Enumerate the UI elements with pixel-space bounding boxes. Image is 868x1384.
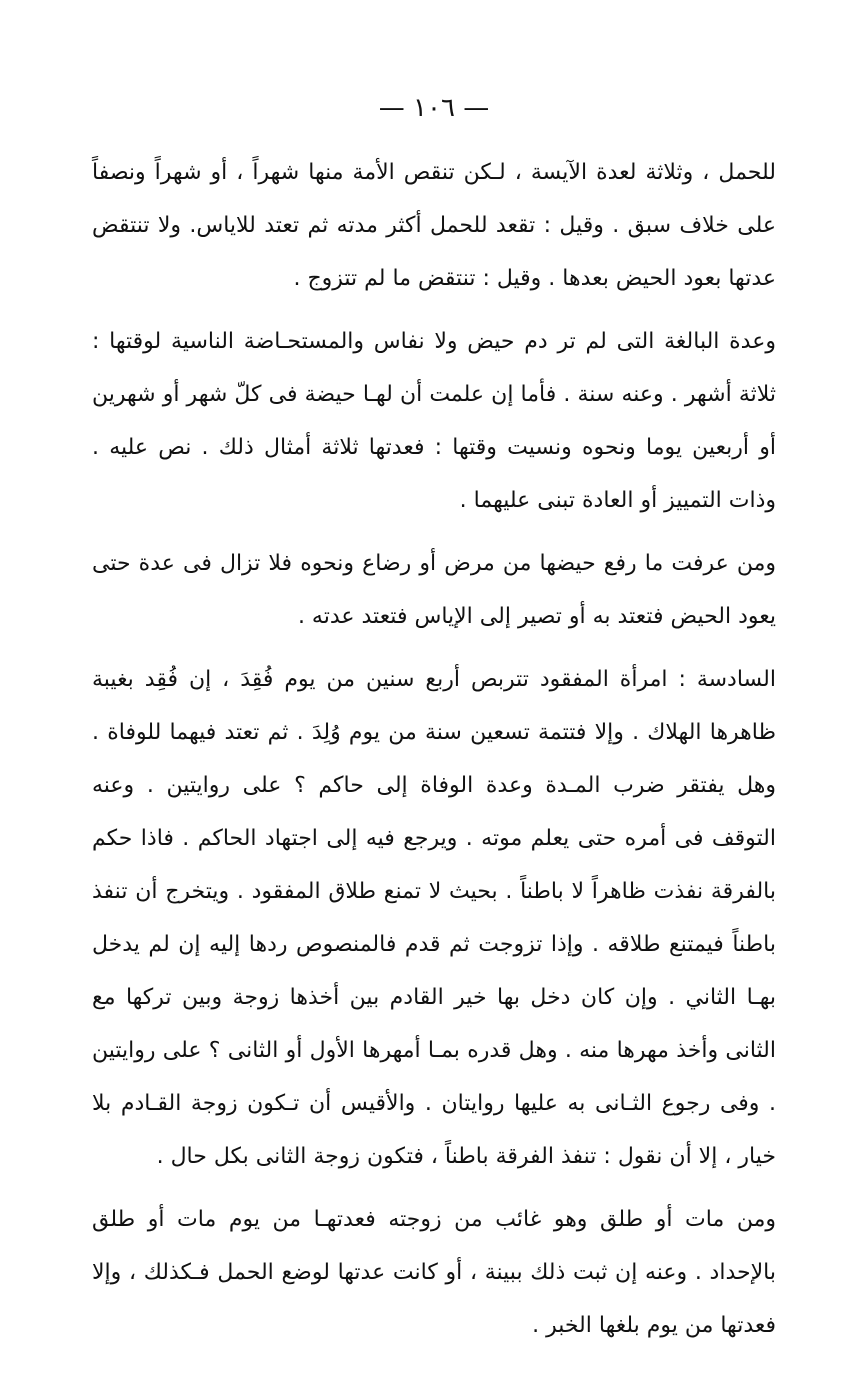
page-number: — ١٠٦ — [378, 93, 490, 123]
paragraph-3: ومن عرفت ما رفع حيضها من مرض أو رضاع ونحوه فلا تزال فى عدة حتى يعود الحيض فتعتد به أو تصير إلى الإياس فتعتد عدته . [92, 551, 776, 629]
paragraph-5: ومن مات أو طلق وهو غائب من زوجته فعدتهـا من يوم مات أو طلق بالإحداد . وعنه إن ثبت ذلك ببينة ، أو كانت عدتها لوضع الحمل فـكذلك ، وإلا فعدتها من يوم بلغها الخبر . [92, 1207, 776, 1338]
paragraph-1: للحمل ، وثلاثة لعدة الآيسة ، لـكن تنقص الأمة منها شهراً ، أو شهراً ونصفاً على خلاف سبق . وقيل : تقعد للحمل أكثر مدته ثم تعتد للاياس. ولا تنتقض عدتها بعود الحيض بعدها . وقيل : تنتقض ما لم تتزوج . [92, 160, 776, 291]
paragraph-4: السادسة : امرأة المفقود تتربص أربع سنين من يوم فُقِدَ ، إن فُقِد بغيبة ظاهرها الهلاك . وإلا فتتمة تسعين سنة من يوم وُلِدَ . ثم تعتد فيهما للوفاة . وهل يفتقر ضرب المـدة وعدة الوفاة إلى حاكم ؟ على روايتين . وعنه التوقف فى أمره حتى يعلم موته . ويرجع فيه إلى اجتهاد الحاكم . فاذا حكم بالفرقة نفذت ظاهراً لا باطناً . بحيث لا تمنع طلاق المفقود . ويتخرج أن تنفذ باطناً فيمتنع طلاقه . وإذا تزوجت ثم قدم فالمنصوص ردها إليه إن لم يدخل بهـا الثاني . وإن كان دخل بها خير القادم بين أخذها زوجة وبين تركها مع الثانى وأخذ مهرها منه . وهل قدره بمـا أمهرها الأول أو الثانى ؟ على روايتين . وفى رجوع الثـانى به عليها روايتان . والأقيس أن تـكون زوجة القـادم بلا خيار ، إلا أن نقول : تنفذ الفرقة باطناً ، فتكون زوجة الثانى بكل حال . [92, 667, 776, 1169]
paragraph-2: وعدة البالغة التى لم تر دم حيض ولا نفاس والمستحـاضة الناسية لوقتها : ثلاثة أشهر . وعنه سنة . فأما إن علمت أن لهـا حيضة فى كلّ شهر أو شهرين أو أربعين يوما ونحوه ونسيت وقتها : فعدتها ثلاثة أمثال ذلك . نص عليه . وذات التمييز أو العادة تبنى عليهما . [92, 329, 776, 513]
